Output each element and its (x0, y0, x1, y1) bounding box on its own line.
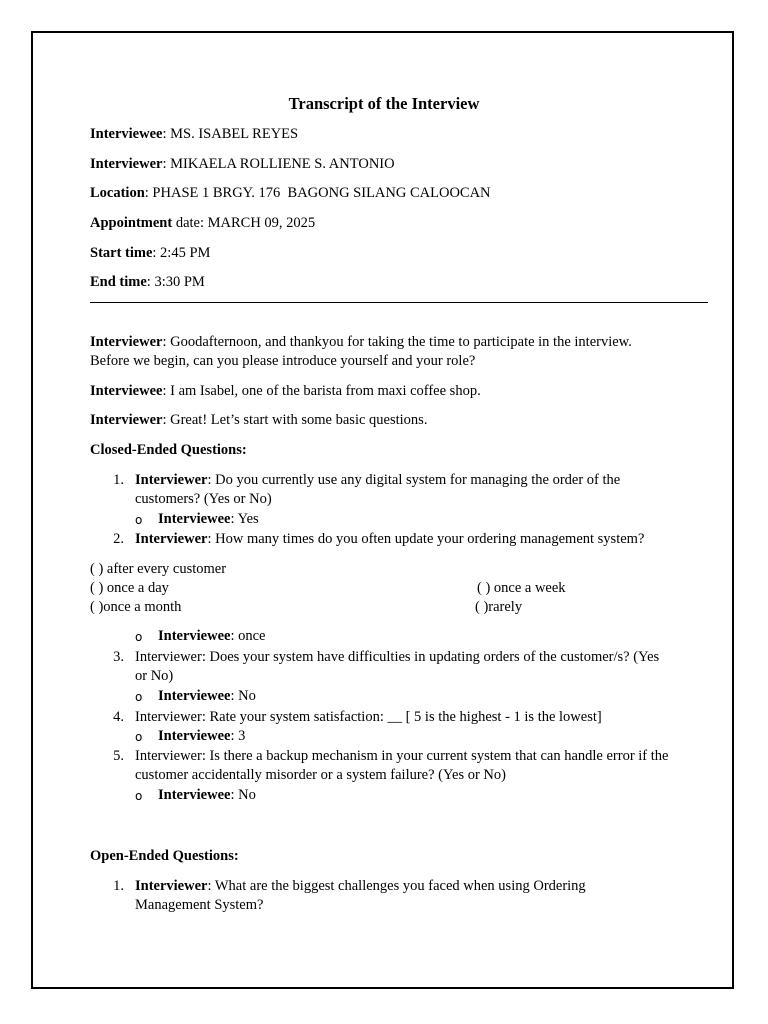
horizontal-rule (90, 302, 708, 303)
list-number: 4. (113, 709, 124, 725)
option-after-every-customer: ( ) after every customer (90, 561, 227, 577)
open-question-1: Interviewer: What are the biggest challenges you faced when using Ordering Management System? (135, 878, 586, 913)
option-once-a-day: ( ) once a day (90, 580, 169, 596)
open-questions-heading: Open-Ended Questions: (90, 848, 239, 864)
intro-interviewer-greeting: Interviewer: Goodafternoon, and thankyou for taking the time to participate in the interview. Before we begin, can you please introduce yourself and your role? (90, 334, 632, 369)
closed-questions-heading: Closed-Ended Questions: (90, 442, 247, 458)
closed-question-2: Interviewer: How many times do you often update your ordering management system? (135, 531, 645, 547)
bullet-marker: o (135, 730, 143, 744)
closed-question-5: Interviewer: Is there a backup mechanism in your current system that can handle error if the customer accidentally misorder or a system failure? (Yes or No) (135, 748, 669, 783)
closed-question-4: Interviewer: Rate your system satisfaction: __ [ 5 is the highest - 1 is the lowest] (135, 709, 602, 725)
closed-answer-5: Interviewee: No (158, 787, 256, 803)
meta-end-time: End time: 3:30 PM (90, 274, 205, 290)
closed-question-1: Interviewer: Do you currently use any digital system for managing the order of the customers? (Yes or No) (135, 472, 621, 507)
list-number: 2. (113, 531, 124, 547)
intro-interviewee-answer: Interviewee: I am Isabel, one of the barista from maxi coffee shop. (90, 383, 481, 399)
intro-interviewer-followup: Interviewer: Great! Let’s start with some basic questions. (90, 412, 428, 428)
list-number: 3. (113, 649, 124, 665)
bullet-marker: o (135, 630, 143, 644)
bullet-marker: o (135, 513, 143, 527)
meta-interviewer: Interviewer: MIKAELA ROLLIENE S. ANTONIO (90, 156, 395, 172)
meta-start-time: Start time: 2:45 PM (90, 245, 211, 261)
option-rarely: ( )rarely (475, 599, 523, 615)
bullet-marker: o (135, 789, 143, 803)
closed-answer-2: Interviewee: once (158, 628, 266, 644)
option-once-a-week: ( ) once a week (477, 580, 566, 596)
closed-answer-1: Interviewee: Yes (158, 511, 259, 527)
closed-answer-3: Interviewee: No (158, 688, 256, 704)
document-page (31, 31, 734, 989)
option-once-a-month: ( )once a month (90, 599, 182, 615)
bullet-marker: o (135, 690, 143, 704)
document-title: Transcript of the Interview (288, 94, 480, 113)
closed-question-3: Interviewer: Does your system have difficulties in updating orders of the customer/s? (Yes or No) (135, 649, 660, 684)
closed-answer-4: Interviewee: 3 (158, 728, 246, 744)
list-number: 5. (113, 748, 124, 764)
list-number: 1. (113, 878, 124, 894)
meta-appointment: Appointment date: MARCH 09, 2025 (90, 215, 316, 231)
meta-location: Location: PHASE 1 BRGY. 176 BAGONG SILANG CALOOCAN (90, 185, 491, 201)
meta-interviewee: Interviewee: MS. ISABEL REYES (90, 126, 299, 142)
list-number: 1. (113, 472, 124, 488)
